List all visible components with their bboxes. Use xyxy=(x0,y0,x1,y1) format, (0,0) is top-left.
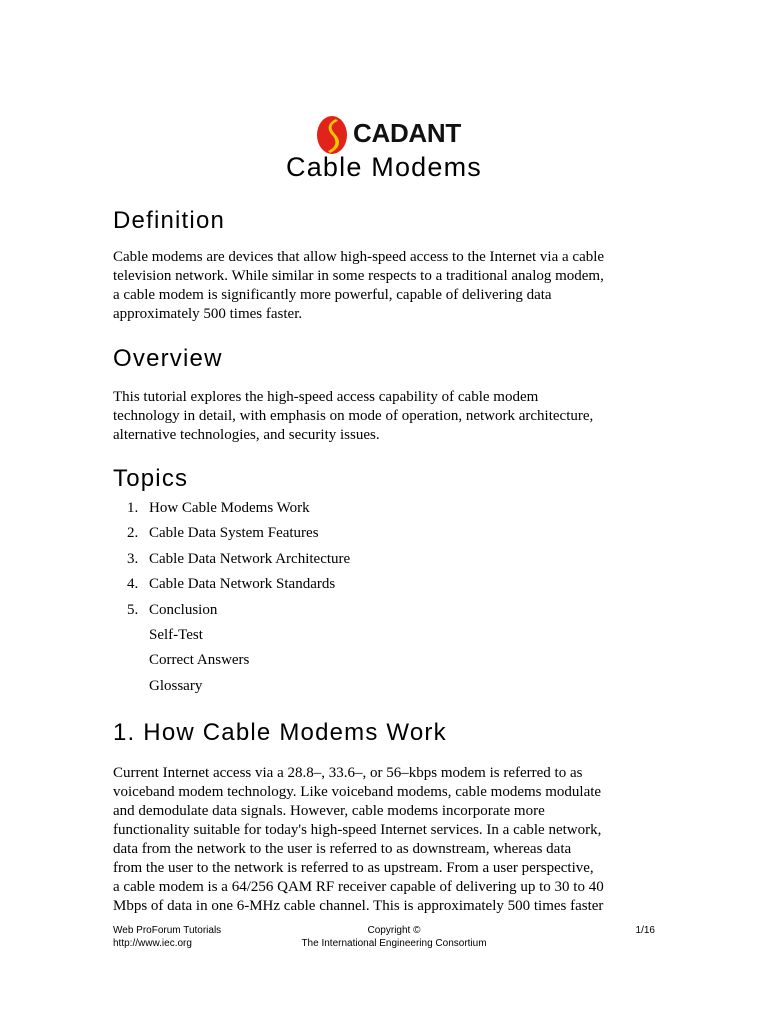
topic-number: 4. xyxy=(127,576,139,593)
paragraph-line: and demodulate data signals. However, cable modems incorporate more xyxy=(113,803,545,819)
paragraph-line: alternative technologies, and security issues. xyxy=(113,427,380,443)
footer-organization: The International Engineering Consortium xyxy=(301,938,487,949)
topic-item[interactable] xyxy=(113,550,350,575)
topic-label: Correct Answers xyxy=(149,652,250,669)
paragraph-line: voiceband modem technology. Like voiceband modems, cable modems modulate xyxy=(113,784,602,800)
topic-label: How Cable Modems Work xyxy=(149,500,310,516)
paragraph-line: a cable modem is a 64/256 QAM RF receiver capable of delivering up to 30 to 40 xyxy=(113,879,604,895)
cadant-logo xyxy=(315,114,460,156)
topic-item[interactable] xyxy=(113,626,350,651)
definition-paragraph xyxy=(113,248,673,324)
cadant-logo-mark-icon xyxy=(315,114,351,156)
footer-publisher: Web ProForum Tutorials xyxy=(113,925,222,936)
topic-item[interactable] xyxy=(113,524,350,549)
section-1-paragraph xyxy=(113,764,673,916)
paragraph-line: This tutorial explores the high-speed access capability of cable modem xyxy=(113,389,539,405)
footer-copyright: Copyright © xyxy=(367,925,421,936)
paragraph-line: technology in detail, with emphasis on mode of operation, network architecture, xyxy=(113,408,594,424)
definition-heading: Definition xyxy=(113,207,226,234)
overview-heading: Overview xyxy=(113,345,223,372)
brand-name: CADANT xyxy=(353,118,461,148)
paragraph-line: a cable modem is significantly more powerful, capable of delivering data xyxy=(113,287,552,303)
topic-item[interactable] xyxy=(113,499,350,524)
paragraph-line: approximately 500 times faster. xyxy=(113,306,303,322)
topic-number: 2. xyxy=(127,525,139,542)
topic-label: Cable Data Network Standards xyxy=(149,576,336,593)
page-number: 1/16 xyxy=(635,925,655,936)
topics-list xyxy=(113,499,350,702)
topic-item[interactable] xyxy=(113,651,350,676)
topic-label: Cable Data System Features xyxy=(149,525,319,542)
footer-url-link[interactable]: http://www.iec.org xyxy=(113,938,192,949)
topic-label: Cable Data Network Architecture xyxy=(149,550,351,567)
topic-label: Conclusion xyxy=(149,601,218,618)
document-title: Cable Modems xyxy=(286,152,482,182)
paragraph-line: data from the network to the user is referred to as downstream, whereas data xyxy=(113,841,572,857)
section-1-heading: 1. How Cable Modems Work xyxy=(113,719,447,746)
paragraph-line: Current Internet access via a 28.8–, 33.6–, or 56–kbps modem is referred to as xyxy=(113,765,583,781)
topic-number: 3. xyxy=(127,550,139,567)
paragraph-line: from the user to the network is referred to as upstream. From a user perspective, xyxy=(113,860,594,876)
topic-item[interactable] xyxy=(113,575,350,600)
topic-item[interactable] xyxy=(113,677,350,702)
topic-number: 5. xyxy=(127,601,139,618)
paragraph-line: Cable modems are devices that allow high-speed access to the Internet via a cable xyxy=(113,249,605,265)
paragraph-line: Mbps of data in one 6-MHz cable channel. This is approximately 500 times faster xyxy=(113,898,604,914)
topics-heading: Topics xyxy=(113,465,189,492)
topic-label: Glossary xyxy=(149,677,203,694)
topic-label: Self-Test xyxy=(149,626,203,643)
overview-paragraph xyxy=(113,388,673,445)
paragraph-line: television network. While similar in some respects to a traditional analog modem, xyxy=(113,268,604,284)
topic-item[interactable] xyxy=(113,601,350,626)
topic-number: 1. xyxy=(127,500,139,516)
paragraph-line: functionality suitable for today's high-speed Internet services. In a cable network, xyxy=(113,822,602,838)
